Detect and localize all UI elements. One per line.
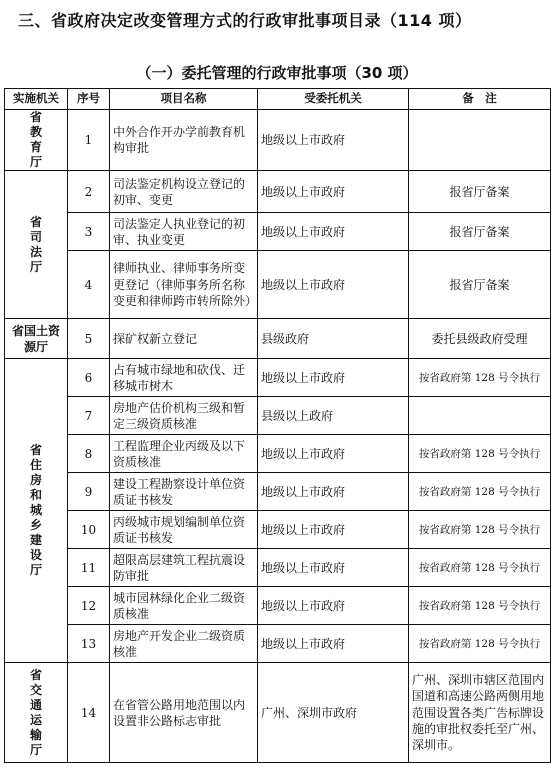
section-title: （一）委托管理的行政审批事项（30 项）	[136, 64, 418, 82]
item-name: 城市园林绿化企业二级资质核准	[110, 587, 258, 625]
row-number: 1	[68, 110, 110, 171]
table-row	[5, 549, 551, 587]
item-note: 按省政府第 128 号令执行	[409, 473, 551, 511]
item-name: 律师执业、律师事务所变更登记（律师事务所名称变更和律师跨市转所除外）	[110, 251, 258, 319]
delegated-agency: 地级以上市政府	[258, 213, 409, 251]
delegated-agency: 广州、深圳市政府	[258, 663, 409, 763]
item-name: 中外合作开办学前教育机构审批	[110, 110, 258, 171]
table-row	[5, 587, 551, 625]
item-name: 司法鉴定人执业登记的初审、执业变更	[110, 213, 258, 251]
table-row	[5, 213, 551, 251]
item-name: 在省管公路用地范围以内设置非公路标志审批	[110, 663, 258, 763]
row-number: 6	[68, 359, 110, 397]
item-note: 按省政府第 128 号令执行	[409, 587, 551, 625]
row-number: 13	[68, 625, 110, 663]
page-heading: 三、省政府决定改变管理方式的行政审批事项目录（114 项）	[18, 11, 472, 30]
column-header-org: 实施机关	[5, 89, 68, 110]
delegated-agency: 地级以上市政府	[258, 511, 409, 549]
item-note: 按省政府第 128 号令执行	[409, 549, 551, 587]
row-number: 4	[68, 251, 110, 319]
org-cell-land-resources: 省国土资源厅	[5, 319, 68, 359]
item-name: 探矿权新立登记	[110, 319, 258, 359]
item-name: 占有城市绿地和砍伐、迁移城市树木	[110, 359, 258, 397]
row-number: 2	[68, 171, 110, 213]
org-cell-housing: 省住房和城乡建设厅	[5, 359, 68, 663]
approval-items-table	[4, 88, 551, 763]
item-note: 报省厅备案	[409, 171, 551, 213]
org-cell-transport: 省交通运输厅	[5, 663, 68, 763]
item-name: 工程监理企业丙级及以下资质核准	[110, 435, 258, 473]
item-note	[409, 110, 551, 171]
row-number: 10	[68, 511, 110, 549]
table-row	[5, 473, 551, 511]
row-number: 9	[68, 473, 110, 511]
delegated-agency: 地级以上市政府	[258, 587, 409, 625]
item-note: 报省厅备案	[409, 251, 551, 319]
table-row	[5, 435, 551, 473]
row-number: 14	[68, 663, 110, 763]
row-number: 8	[68, 435, 110, 473]
item-note: 按省政府第 128 号令执行	[409, 511, 551, 549]
item-note: 按省政府第 128 号令执行	[409, 435, 551, 473]
item-note: 委托县级政府受理	[409, 319, 551, 359]
item-note: 报省厅备案	[409, 213, 551, 251]
delegated-agency: 地级以上市政府	[258, 171, 409, 213]
org-cell-education: 省教育厅	[5, 110, 68, 171]
table-row	[5, 625, 551, 663]
item-note: 按省政府第 128 号令执行	[409, 625, 551, 663]
table-row	[5, 110, 551, 171]
column-header-number: 序号	[68, 89, 110, 110]
item-note: 按省政府第 128 号令执行	[409, 359, 551, 397]
item-name: 房地产估价机构三级和暂定三级资质核准	[110, 397, 258, 435]
column-header-item-name: 项目名称	[110, 89, 258, 110]
delegated-agency: 地级以上市政府	[258, 435, 409, 473]
delegated-agency: 地级以上市政府	[258, 473, 409, 511]
delegated-agency: 县级以上政府	[258, 397, 409, 435]
delegated-agency: 县级政府	[258, 319, 409, 359]
table-row	[5, 171, 551, 213]
item-name: 丙级城市规划编制单位资质证书核发	[110, 511, 258, 549]
delegated-agency: 地级以上市政府	[258, 110, 409, 171]
delegated-agency: 地级以上市政府	[258, 251, 409, 319]
row-number: 7	[68, 397, 110, 435]
delegated-agency: 地级以上市政府	[258, 359, 409, 397]
column-header-note: 备 注	[409, 89, 551, 110]
item-name: 房地产开发企业二级资质核准	[110, 625, 258, 663]
org-cell-justice: 省司法厅	[5, 171, 68, 319]
row-number: 12	[68, 587, 110, 625]
table-row	[5, 359, 551, 397]
item-name: 建设工程勘察设计单位资质证书核发	[110, 473, 258, 511]
row-number: 3	[68, 213, 110, 251]
delegated-agency: 地级以上市政府	[258, 549, 409, 587]
table-row	[5, 663, 551, 763]
table-row	[5, 397, 551, 435]
table-header-row	[5, 89, 551, 110]
delegated-agency: 地级以上市政府	[258, 625, 409, 663]
item-note	[409, 397, 551, 435]
row-number: 5	[68, 319, 110, 359]
column-header-agency: 受委托机关	[258, 89, 409, 110]
item-note: 广州、深圳市辖区范围内国道和高速公路两侧用地范围设置各类广告标牌设施的审批权委托至广州、深圳市。	[409, 663, 551, 763]
table-row	[5, 251, 551, 319]
item-name: 司法鉴定机构设立登记的初审、变更	[110, 171, 258, 213]
table-row	[5, 319, 551, 359]
row-number: 11	[68, 549, 110, 587]
item-name: 超限高层建筑工程抗震设防审批	[110, 549, 258, 587]
table-row	[5, 511, 551, 549]
